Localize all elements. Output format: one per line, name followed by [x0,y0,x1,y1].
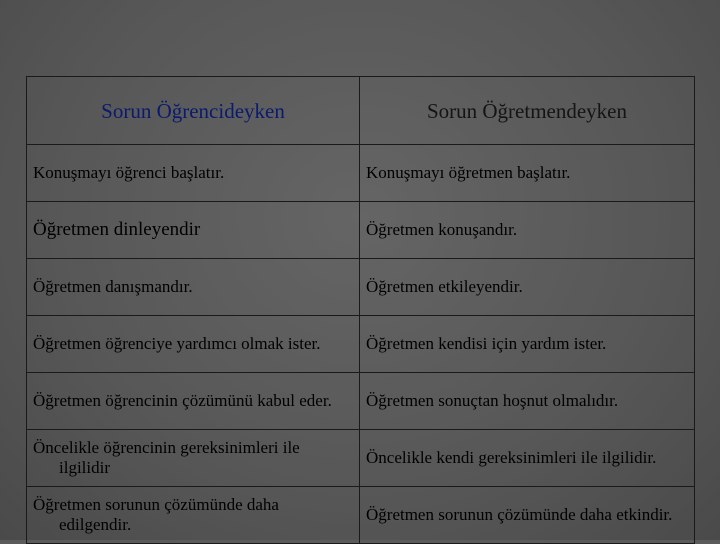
cell-text: Öğretmen dinleyendir [33,219,201,240]
table-cell [27,145,360,202]
cell-text: Öğretmen konuşandır. [366,220,518,239]
header-student-problem: Sorun Öğrencideyken [27,77,360,145]
table-row [27,259,695,316]
table-cell [27,259,360,316]
cell-text: Öğretmen öğrenciye yardımcı olmak ister. [33,334,321,353]
cell-text: Öncelikle öğrencinin gereksinimleri ile ilgilidir [33,438,300,477]
header-row [27,77,695,145]
comparison-table [26,76,695,544]
table-cell [27,487,360,544]
table-cell [360,487,695,544]
table-cell [360,259,695,316]
table-cell [27,316,360,373]
cell-text: Öğretmen sorunun çözümünde daha edilgendir. [33,495,279,534]
table-cell [27,202,360,259]
table-cell [360,202,695,259]
cell-text: Öğretmen danışmandır. [33,277,193,296]
table-cell [360,316,695,373]
cell-text: Öğretmen kendisi için yardım ister. [366,334,607,353]
cell-text: Konuşmayı öğretmen başlatır. [366,163,571,182]
table-cell [360,373,695,430]
cell-text: Öğretmen etkileyendir. [366,277,523,296]
cell-text: Öncelikle kendi gereksinimleri ile ilgilidir. [366,448,657,467]
table-row [27,487,695,544]
table-cell [27,373,360,430]
table-cell [360,430,695,487]
table-cell [27,430,360,487]
table-row [27,373,695,430]
cell-text: Öğretmen sonuçtan hoşnut olmalıdır. [366,391,619,410]
cell-text: Konuşmayı öğrenci başlatır. [33,163,225,182]
header-teacher-problem: Sorun Öğretmendeyken [360,77,695,145]
table-row [27,430,695,487]
cell-text: Öğretmen sorunun çözümünde daha etkindir. [366,505,673,524]
table-row [27,202,695,259]
table-row [27,316,695,373]
table-cell [360,145,695,202]
table-row [27,145,695,202]
cell-text: Öğretmen öğrencinin çözümünü kabul eder. [33,391,332,410]
